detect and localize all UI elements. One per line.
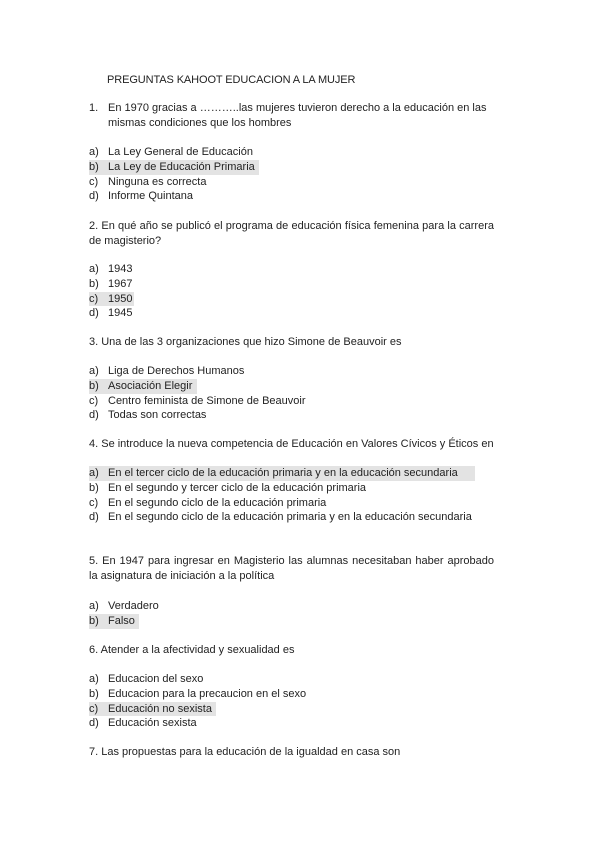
option-2c bbox=[89, 292, 500, 307]
question-5-text: 5. En 1947 para ingresar en Magisterio las alumnas necesitaban haber aprobado la asignatura de iniciación a la política bbox=[89, 555, 494, 582]
option-text: Centro feminista de Simone de Beauvoir bbox=[108, 394, 306, 407]
option-4d bbox=[89, 510, 500, 525]
option-text: Educacion del sexo bbox=[108, 673, 204, 685]
option-6b bbox=[89, 687, 500, 702]
option-text: Todas son correctas bbox=[108, 409, 207, 422]
option-1d bbox=[89, 189, 500, 204]
question-4-options bbox=[89, 466, 500, 525]
option-text: Educacion para la precaucion en el sexo bbox=[108, 687, 307, 700]
option-letter: c) bbox=[89, 394, 99, 407]
question-3-options bbox=[89, 364, 500, 423]
question-1-number: 1. bbox=[89, 102, 99, 114]
option-4b bbox=[89, 481, 500, 496]
option-2d bbox=[89, 306, 500, 321]
option-text: En el segundo y tercer ciclo de la educación primaria bbox=[108, 481, 367, 494]
option-letter: a) bbox=[89, 467, 99, 479]
option-letter: b) bbox=[89, 277, 99, 290]
option-letter: d) bbox=[89, 511, 99, 524]
option-text: En el tercer ciclo de la educación primaria y en la educación secundaria bbox=[108, 467, 458, 479]
option-4a bbox=[89, 466, 500, 481]
option-2a bbox=[89, 262, 500, 277]
question-1-options bbox=[89, 145, 500, 204]
option-6a bbox=[89, 672, 500, 687]
option-1b bbox=[89, 160, 500, 175]
option-text: Informe Quintana bbox=[108, 190, 193, 203]
option-letter: a) bbox=[89, 600, 99, 612]
question-3-text: 3. Una de las 3 organizaciones que hizo Simone de Beauvoir es bbox=[89, 336, 402, 348]
option-text: 1967 bbox=[108, 277, 133, 290]
question-2-text: 2. En qué año se publicó el programa de educación física femenina para la carrera de magisterio? bbox=[89, 220, 494, 247]
option-2b bbox=[89, 277, 500, 292]
option-text: En el segundo ciclo de la educación primaria bbox=[108, 496, 327, 509]
option-text: Verdadero bbox=[108, 600, 159, 612]
option-text: Educación sexista bbox=[108, 717, 197, 730]
option-letter: a) bbox=[89, 263, 99, 275]
question-4-text: 4. Se introduce la nueva competencia de Educación en Valores Cívicos y Éticos en bbox=[89, 438, 494, 450]
option-text: 1943 bbox=[108, 263, 133, 275]
option-letter: a) bbox=[89, 365, 99, 377]
option-text: Asociación Elegir bbox=[108, 379, 193, 392]
question-7-text: 7. Las propuestas para la educación de la igualdad en casa son bbox=[89, 746, 401, 758]
option-1c bbox=[89, 175, 500, 190]
option-3b bbox=[89, 379, 500, 394]
option-text: En el segundo ciclo de la educación primaria y en la educación secundaria bbox=[108, 511, 472, 524]
option-letter: c) bbox=[89, 496, 99, 509]
option-text: La Ley de Educación Primaria bbox=[108, 160, 255, 173]
option-text: Educación no sexista bbox=[108, 702, 212, 715]
document-title: PREGUNTAS KAHOOT EDUCACION A LA MUJER bbox=[107, 74, 356, 86]
option-5b bbox=[89, 614, 500, 629]
question-6-text: 6. Atender a la afectividad y sexualidad es bbox=[89, 644, 295, 656]
option-letter: b) bbox=[89, 614, 99, 627]
option-4c bbox=[89, 496, 500, 511]
question-5-options bbox=[89, 599, 500, 629]
option-letter: d) bbox=[89, 409, 99, 422]
question-1-text: En 1970 gracias a ………..las mujeres tuvieron derecho a la educación en las mismas condiciones que los hombres bbox=[108, 102, 487, 129]
option-6d bbox=[89, 716, 500, 731]
option-text: 1950 bbox=[108, 292, 133, 305]
option-letter: b) bbox=[89, 687, 99, 700]
option-letter: d) bbox=[89, 190, 99, 203]
question-2-options bbox=[89, 262, 500, 321]
option-letter: a) bbox=[89, 673, 99, 685]
option-1a bbox=[89, 145, 500, 160]
question-1 bbox=[89, 101, 494, 131]
option-3c bbox=[89, 394, 500, 409]
option-text: Liga de Derechos Humanos bbox=[108, 365, 245, 377]
option-letter: c) bbox=[89, 292, 99, 305]
option-letter: c) bbox=[89, 702, 99, 715]
option-letter: d) bbox=[89, 307, 99, 320]
option-letter: b) bbox=[89, 160, 99, 173]
option-letter: c) bbox=[89, 175, 99, 188]
option-letter: b) bbox=[89, 481, 99, 494]
option-text: La Ley General de Educación bbox=[108, 146, 253, 158]
option-letter: d) bbox=[89, 717, 99, 730]
question-6-options bbox=[89, 672, 500, 731]
option-3a bbox=[89, 364, 500, 379]
option-6c bbox=[89, 702, 500, 717]
option-letter: b) bbox=[89, 379, 99, 392]
option-text: 1945 bbox=[108, 307, 133, 320]
option-text: Falso bbox=[108, 614, 135, 627]
option-letter: a) bbox=[89, 146, 99, 158]
option-text: Ninguna es correcta bbox=[108, 175, 207, 188]
option-3d bbox=[89, 408, 500, 423]
option-5a bbox=[89, 599, 500, 614]
